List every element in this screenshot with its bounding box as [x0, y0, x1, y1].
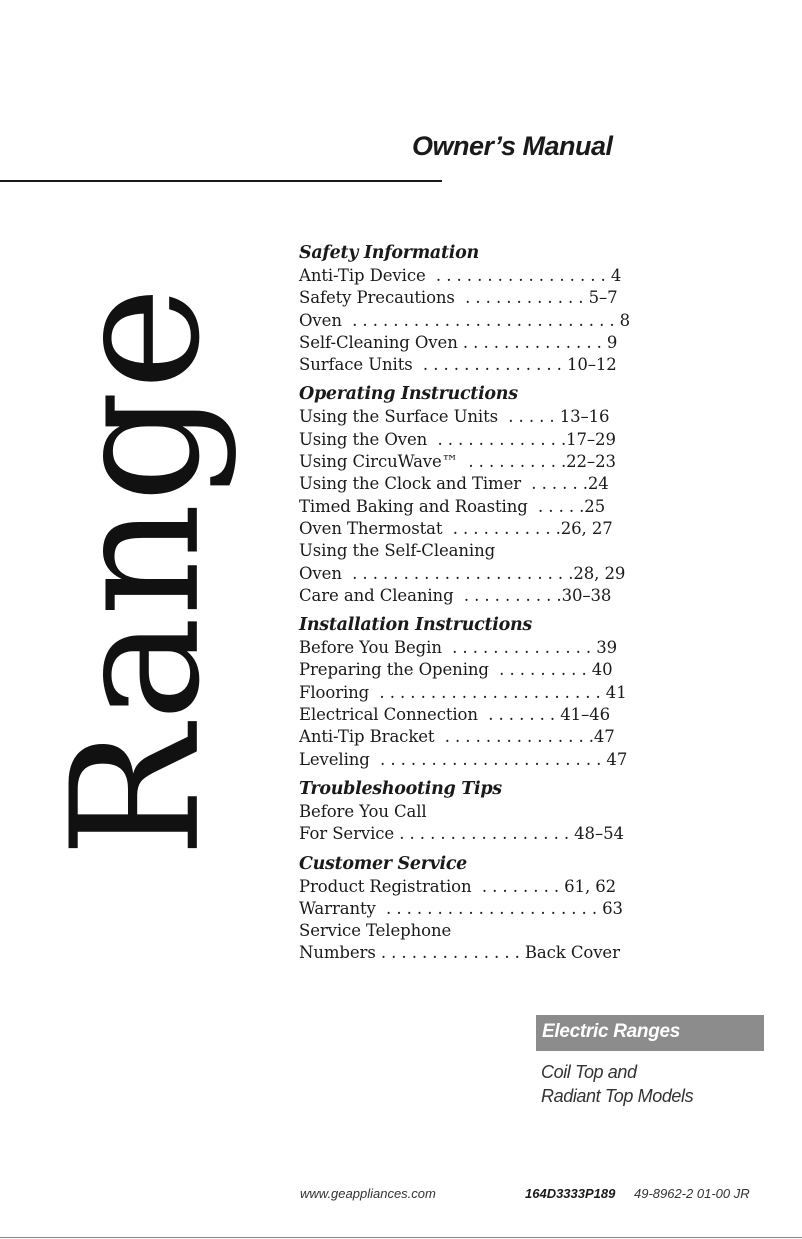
- banner-label: Electric Ranges: [542, 1021, 681, 1042]
- part-number: 164D3333P189: [525, 1186, 616, 1201]
- toc-entry: Oven . . . . . . . . . . . . . . . . . . . . . . . . . . 8: [299, 310, 631, 330]
- toc-entry: Flooring . . . . . . . . . . . . . . . . . . . . . . 41: [299, 682, 627, 702]
- toc-entry: Using the Self-Cleaning: [299, 541, 496, 561]
- model-subtitle: [541, 1060, 693, 1108]
- toc-entry: Timed Baking and Roasting . . . . .25: [299, 496, 606, 516]
- toc-heading-installation: Installation Instructions: [299, 615, 532, 636]
- toc-entry: Product Registration . . . . . . . . 61, 62: [299, 876, 617, 896]
- toc-entry: Leveling . . . . . . . . . . . . . . . . . . . . . . 47: [299, 749, 628, 769]
- toc-heading-troubleshooting: Troubleshooting Tips: [299, 778, 502, 799]
- toc-entry: Warranty . . . . . . . . . . . . . . . . . . . . . 63: [299, 898, 623, 918]
- toc-entry: Preparing the Opening . . . . . . . . . 40: [299, 660, 613, 680]
- toc-entry: Oven Thermostat . . . . . . . . . . .26, 27: [299, 518, 613, 538]
- toc-entry: Before You Call: [299, 801, 427, 821]
- bottom-divider: [0, 1237, 802, 1238]
- toc-entry: Anti-Tip Bracket . . . . . . . . . . . . . . .47: [299, 727, 615, 747]
- toc-entry: Numbers . . . . . . . . . . . . . . Back Cover: [299, 943, 620, 963]
- toc-heading-safety: Safety Information: [299, 243, 479, 263]
- website-url: www.geappliances.com: [300, 1186, 436, 1201]
- toc-entry: Using the Oven . . . . . . . . . . . . .17–29: [299, 429, 616, 449]
- product-type-banner: [536, 1015, 764, 1051]
- toc-entry: Safety Precautions . . . . . . . . . . . . 5–7: [299, 288, 618, 308]
- manual-title: Owner’s Manual: [412, 131, 613, 161]
- toc-entry: Care and Cleaning . . . . . . . . . .30–38: [299, 585, 612, 605]
- table-of-contents: [299, 241, 639, 965]
- publication-number: 49-8962-2 01-00 JR: [634, 1186, 750, 1201]
- toc-entry: Anti-Tip Device . . . . . . . . . . . . . . . . . 4: [299, 266, 622, 285]
- toc-heading-operating: Operating Instructions: [299, 384, 518, 405]
- range-vertical-wordmark: Range: [33, 286, 239, 858]
- toc-entry: Before You Begin . . . . . . . . . . . . . . 39: [299, 638, 617, 658]
- toc-entry: Oven . . . . . . . . . . . . . . . . . . . . . .28, 29: [299, 563, 626, 583]
- subtitle-line: Coil Top and: [541, 1062, 637, 1082]
- toc-entry: For Service . . . . . . . . . . . . . . . . . 48–54: [299, 824, 624, 844]
- toc-entry: Using the Clock and Timer . . . . . .24: [299, 474, 609, 494]
- toc-entry: Using CircuWave™ . . . . . . . . . .22–23: [299, 452, 616, 472]
- toc-entry: Electrical Connection . . . . . . . 41–46: [299, 705, 610, 725]
- header-divider: [0, 180, 442, 182]
- subtitle-line: Radiant Top Models: [541, 1086, 694, 1106]
- toc-heading-customer-service: Customer Service: [299, 853, 468, 874]
- toc-entry: Self-Cleaning Oven . . . . . . . . . . . . . . 9: [299, 332, 618, 352]
- toc-entry: Using the Surface Units . . . . . 13–16: [299, 407, 610, 427]
- toc-entry: Surface Units . . . . . . . . . . . . . . 10–12: [299, 355, 617, 375]
- toc-entry: Service Telephone: [299, 921, 452, 941]
